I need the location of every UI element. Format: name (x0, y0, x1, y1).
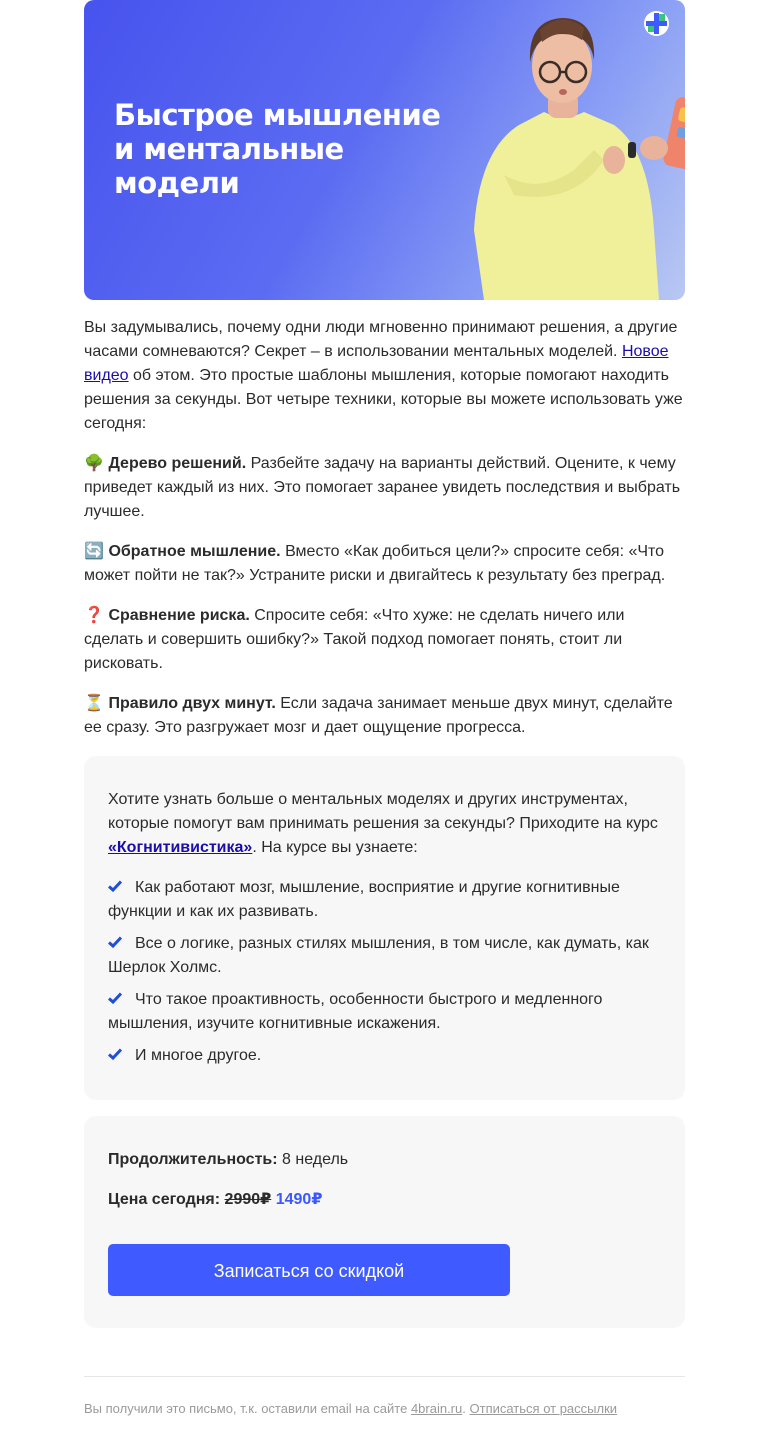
checkmark-icon (108, 935, 122, 949)
email-content (84, 0, 685, 1416)
presenter-photo (444, 0, 685, 300)
checkmark-icon (108, 1047, 122, 1061)
course-info-box (84, 756, 685, 1100)
arrows-cycle-icon: 🔄 (84, 543, 104, 560)
checkmark-icon (108, 879, 122, 893)
new-video-link[interactable]: Новое видео (84, 343, 669, 384)
question-mark-icon: ❓ (84, 607, 104, 624)
course-intro: Хотите узнать больше о ментальных моделях и других инструментах, которые помогут вам принимать решения за секунды? Приходите на курс «Когнитивистика». На курсе вы узнаете: (108, 791, 658, 856)
brand-logo-icon (644, 11, 669, 36)
price-line: Цена сегодня: 2990₽ 1490₽ (108, 1191, 323, 1208)
list-item: Что такое проактивность, особенности быстрого и медленного мышления, изучите когнитивные искажения. (108, 991, 603, 1032)
list-item: И многое другое. (108, 1044, 664, 1068)
hourglass-icon: ⏳ (84, 695, 104, 712)
enroll-discount-button[interactable]: Записаться со скидкой (108, 1244, 510, 1296)
checkmark-icon (108, 991, 122, 1005)
technique-risk-comparison: ❓ Сравнение риска. Спросите себя: «Что хуже: не сделать ничего или сделать и совершить ошибку?» Такой подход помогает понять, стоит ли рисковать. (84, 604, 685, 676)
duration-line: Продолжительность: 8 недель (108, 1151, 349, 1168)
list-item: Все о логике, разных стилях мышления, в том числе, как думать, как Шерлок Холмс. (108, 935, 649, 976)
banner-title: Быстрое мышление и ментальные модели (114, 98, 441, 200)
course-benefits-list (108, 876, 664, 1076)
course-link[interactable]: «Когнитивистика» (108, 839, 253, 856)
footer: Вы получили это письмо, т.к. оставили email на сайте 4brain.ru. Отписаться от рассылки (84, 1401, 618, 1416)
technique-inverse-thinking: 🔄 Обратное мышление. Вместо «Как добиться цели?» спросите себя: «Что может пойти не так?» Устраните риски и двигайтесь к результату без преград. (84, 540, 685, 588)
list-item: Как работают мозг, мышление, восприятие и другие когнитивные функции и как их развивать. (108, 879, 620, 920)
footer-divider (84, 1376, 685, 1377)
unsubscribe-link[interactable]: Отписаться от рассылки (469, 1401, 618, 1416)
tree-icon: 🌳 (84, 455, 104, 472)
old-price: 2990₽ (224, 1191, 272, 1208)
new-price: 1490₽ (275, 1191, 323, 1208)
intro-paragraph: Вы задумывались, почему одни люди мгновенно принимают решения, а другие часами сомневаются? Секрет – в использовании ментальных моделей. Новое видео об этом. Это простые шаблоны мышления, которые помогают находить решения за секунды. Вот четыре техники, которые вы можете использовать уже сегодня: (84, 319, 683, 432)
hero-banner (84, 0, 685, 300)
offer-box (84, 1116, 685, 1328)
site-link[interactable]: 4brain.ru (410, 1401, 463, 1416)
technique-two-minute-rule: ⏳ Правило двух минут. Если задача занимает меньше двух минут, сделайте ее сразу. Это разгружает мозг и дает ощущение прогресса. (84, 692, 685, 740)
technique-decision-tree: 🌳 Дерево решений. Разбейте задачу на варианты действий. Оцените, к чему приведет каждый из них. Это помогает заранее увидеть последствия и выбрать лучшее. (84, 452, 685, 524)
